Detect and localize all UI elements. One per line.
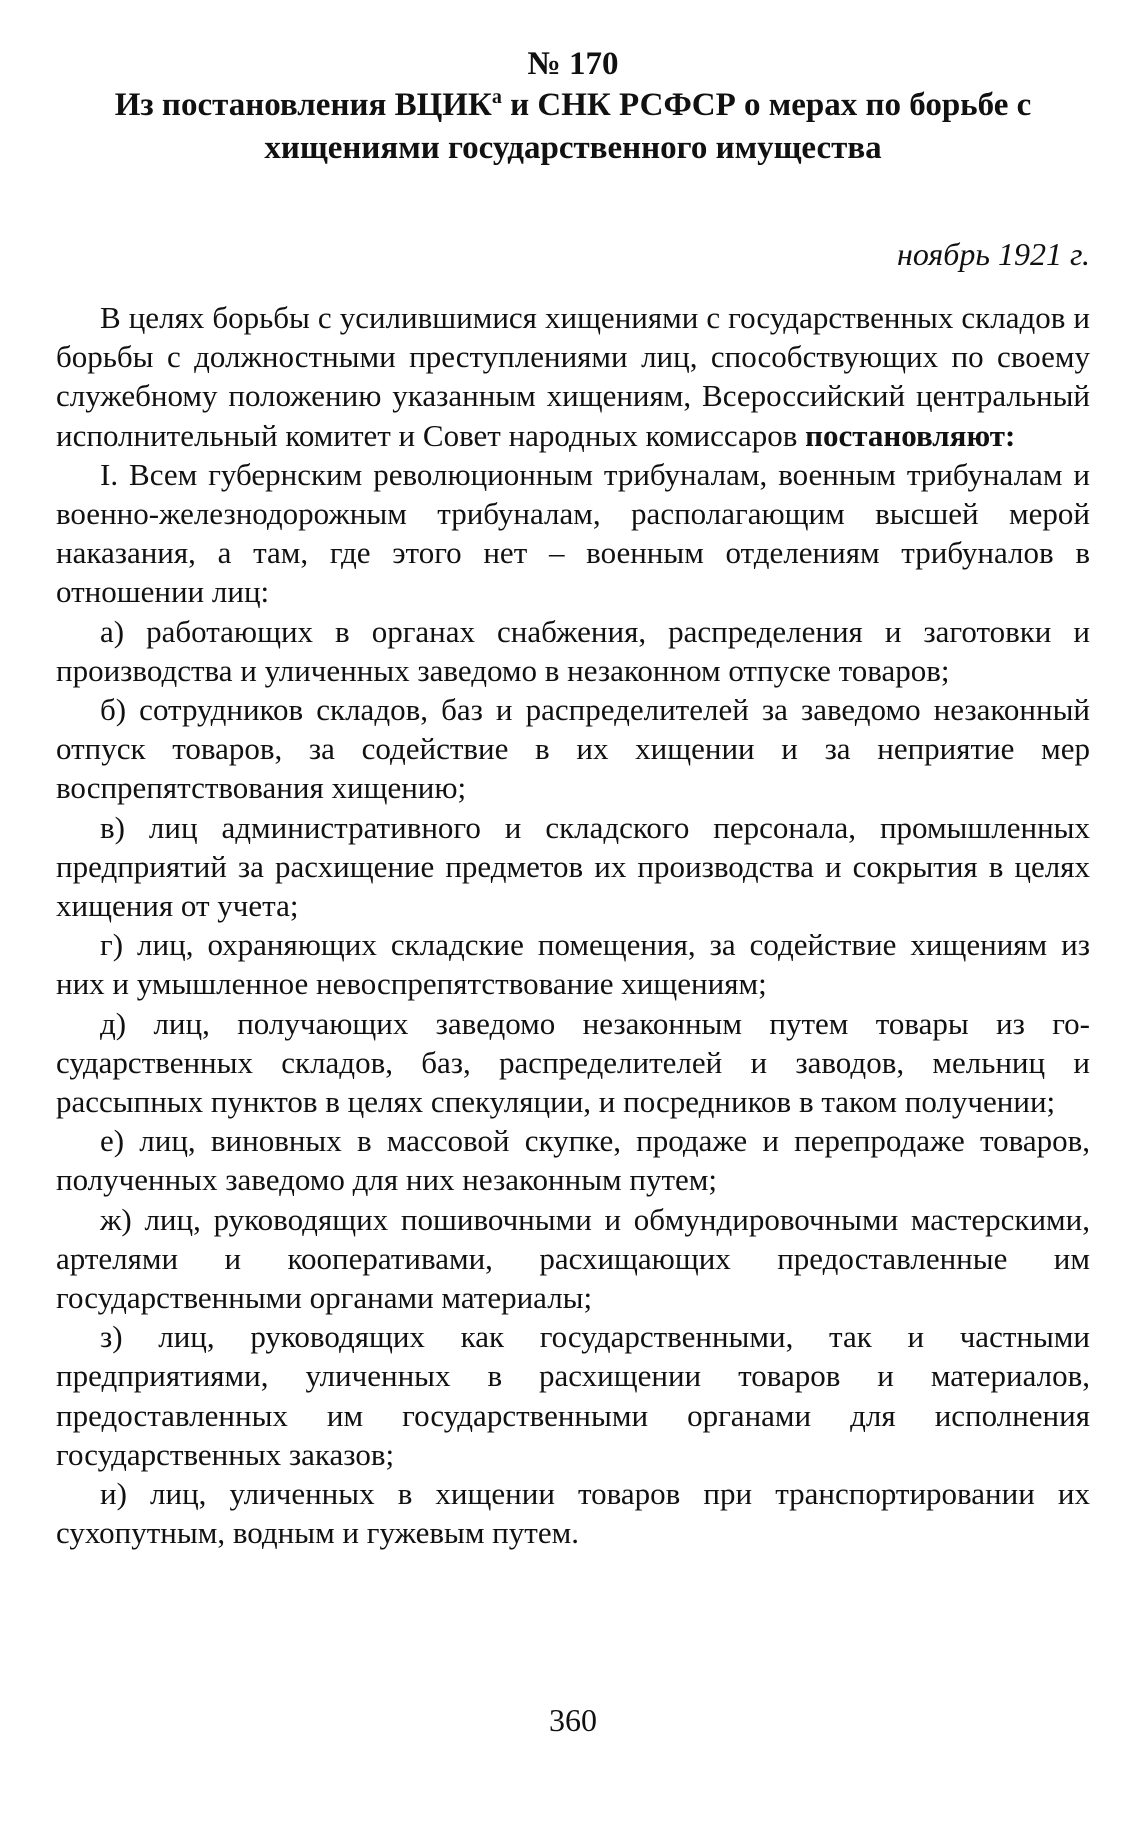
paragraph-z: з) лиц, руководящих как государственными, так и частными предприятиями, уличенных в расхищении товаров и материалов, предоставленных им государственными органами для исполнения государственных заказов; bbox=[56, 1319, 1090, 1472]
paragraph-zh: ж) лиц, руководящих пошивочными и обмундировочными мастерскими, артелями и кооперативами, расхищающих предоставленные им государственными органами материалы; bbox=[56, 1201, 1090, 1316]
paragraph-1: I. Всем губернским революционным трибуналам, военным трибуналам и военно-железнодорожным трибуналам, располагающим высшей мерой наказания, а там, где этого нет – военным отделениям трибуналов в отношении лиц: bbox=[56, 456, 1090, 610]
paragraph-intro bbox=[56, 298, 1090, 455]
title-part-2: и СНК РСФСР о мерах по борьбе с хищениями государственного имущества bbox=[264, 87, 1032, 166]
document-page bbox=[56, 44, 1090, 1553]
paragraph-intro-resolve: постановляют: bbox=[805, 417, 1016, 453]
paragraph-v: в) лиц административного и складского персонала, промышленных предприятий за расхищение предметов их производства и сокрытия в целях хищения от учета; bbox=[56, 809, 1090, 924]
paragraph-b: б) сотрудников складов, баз и распределителей за заведомо незаконный отпуск товаров, за содействие в их хищении и за неприятие мер воспрепятствования хищению; bbox=[56, 692, 1090, 806]
paragraph-a: а) работающих в органах снабжения, распределения и заготовки и производства и уличенных заведомо в незаконном отпуске товаров; bbox=[56, 613, 1090, 688]
page-number: 360 bbox=[549, 1702, 597, 1738]
document-number: № 170 bbox=[527, 46, 619, 82]
paragraph-i: и) лиц, уличенных в хищении товаров при транспортировании их сухопутным, водным и гужевым путем. bbox=[56, 1476, 1090, 1551]
title-part-1: Из постановления ВЦИК bbox=[114, 87, 492, 123]
paragraph-e: е) лиц, виновных в массовой скупке, продаже и перепродаже товаров, полученных заведомо для них незаконным путем; bbox=[56, 1123, 1090, 1198]
document-title bbox=[56, 84, 1090, 170]
paragraph-intro-text: В целях борьбы с усилившимися хищениями с государственных складов и борьбы с должностными преступлениями лиц, способствующих по своему служебному положению указанным хищениям, Всероссийский центральный исполнительный комитет и Совет народных комиссаров bbox=[56, 300, 1090, 453]
paragraph-g: г) лиц, охраняющих складские помещения, за содействие хищениям из них и умышленное невоспрепятствование хищениям; bbox=[56, 927, 1090, 1002]
document-date: ноябрь 1921 г. bbox=[896, 236, 1090, 272]
title-footnote-mark: а bbox=[491, 86, 502, 108]
paragraph-d: д) лиц, получающих заведомо незаконным путем товары из государственных складов, баз, распределителей и заводов, мельниц и рассыпных пунктов в целях спекуляции, и посредников в таком получении; bbox=[56, 1005, 1090, 1120]
document-body bbox=[56, 298, 1090, 1553]
